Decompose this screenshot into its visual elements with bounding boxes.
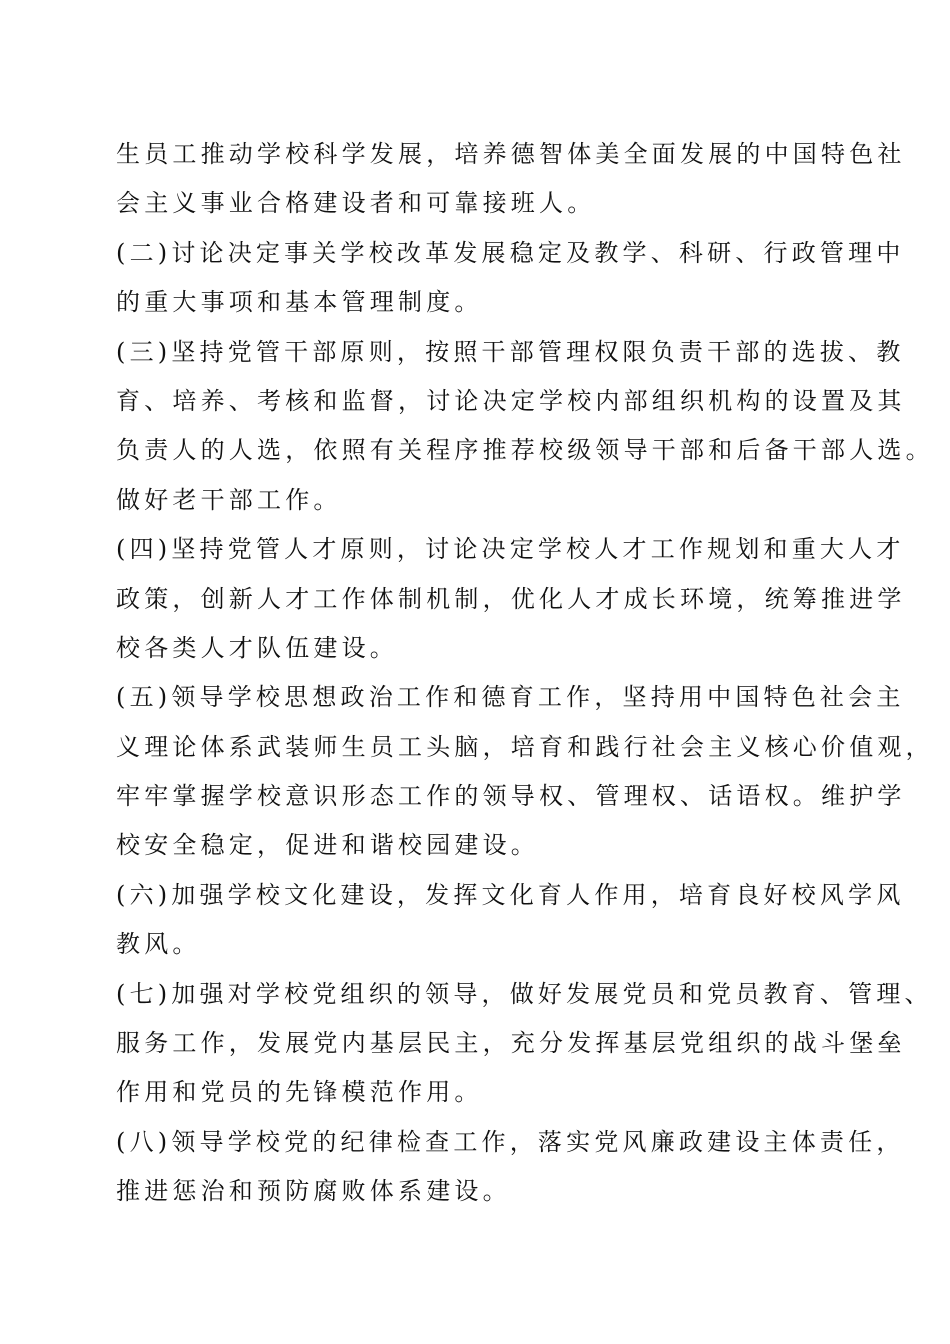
text-line: 推进惩治和预防腐败体系建设。 [116,1177,511,1206]
text-line: (四)坚持党管人才原则，讨论决定学校人才工作规划和重大人才 [116,535,905,564]
text-line: 负责人的人选，依照有关程序推荐校级领导干部和后备干部人选。 [116,436,934,465]
text-line: 教风。 [116,930,201,959]
text-line: (三)坚持党管干部原则，按照干部管理权限负责干部的选拔、教 [116,337,905,366]
text-line: 育、培养、考核和监督，讨论决定学校内部组织机构的设置及其 [116,386,906,415]
text-line: 政策，创新人才工作体制机制，优化人才成长环境，统筹推进学 [116,584,906,613]
text-line: 牢牢掌握学校意识形态工作的领导权、管理权、话语权。维护学 [116,782,906,811]
text-line: 服务工作，发展党内基层民主，充分发挥基层党组织的战斗堡垒 [116,1029,906,1058]
text-line: 会主义事业合格建设者和可靠接班人。 [116,189,596,218]
text-line: 作用和党员的先锋模范作用。 [116,1078,483,1107]
text-line: (二)讨论决定事关学校改革发展稳定及教学、科研、行政管理中 [116,238,905,267]
text-line: (六)加强学校文化建设，发挥文化育人作用，培育良好校风学风 [116,880,905,909]
text-line: 生员工推动学校科学发展，培养德智体美全面发展的中国特色社 [116,140,906,168]
text-line: 校安全稳定，促进和谐校园建设。 [116,831,539,860]
document-body [116,130,934,1217]
text-line: (八)领导学校党的纪律检查工作，落实党风廉政建设主体责任， [116,1127,905,1156]
text-line: 校各类人才队伍建设。 [116,633,398,662]
text-line: (七)加强对学校党组织的领导，做好发展党员和党员教育、管理、 [116,979,933,1008]
text-line: 义理论体系武装师生员工头脑，培育和践行社会主义核心价值观， [116,732,934,761]
text-line: 做好老干部工作。 [116,485,342,514]
text-line: 的重大事项和基本管理制度。 [116,288,483,317]
text-line: (五)领导学校思想政治工作和德育工作，坚持用中国特色社会主 [116,683,905,712]
